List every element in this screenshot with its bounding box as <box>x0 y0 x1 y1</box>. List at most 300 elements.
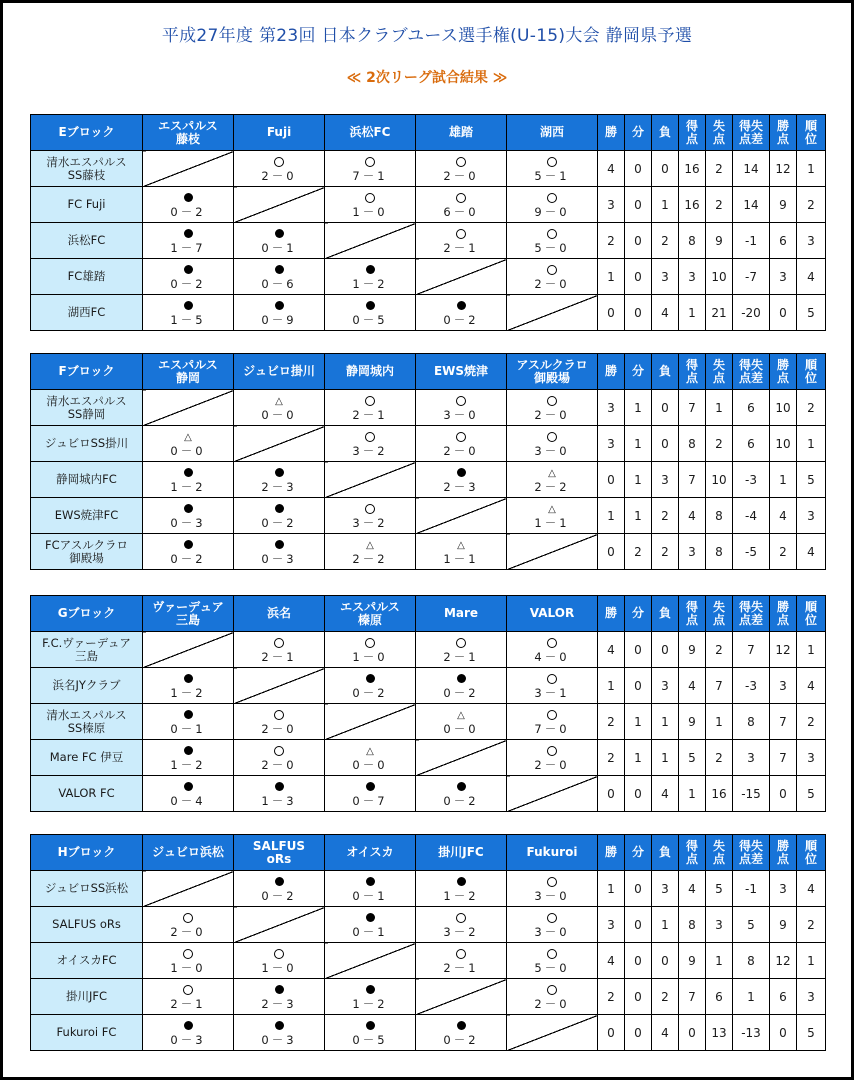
block-name: Gブロック <box>31 596 143 632</box>
win-mark-icon <box>456 229 466 239</box>
table-row <box>31 907 826 943</box>
match-score: 2－1 <box>443 240 479 255</box>
stat-value: 1 <box>598 871 625 907</box>
match-score: 0－3 <box>261 1032 297 1047</box>
match-result-cell <box>507 907 598 943</box>
stat-column-header: 得失 点差 <box>733 115 770 151</box>
stat-value: 4 <box>770 498 797 534</box>
opponent-column-header: ヴァーデュア 三島 <box>143 596 234 632</box>
stat-column-header: 得 点 <box>679 115 706 151</box>
stat-value: 7 <box>770 704 797 740</box>
match-result-cell <box>416 390 507 426</box>
stat-value: 6 <box>733 426 770 462</box>
stat-value: 1 <box>679 776 706 812</box>
match-score: 0－2 <box>261 888 297 903</box>
win-mark-icon <box>274 746 284 756</box>
win-mark-icon <box>547 157 557 167</box>
loss-mark-icon <box>457 782 466 791</box>
win-mark-icon <box>456 157 466 167</box>
win-mark-icon <box>456 193 466 203</box>
opponent-column-header: エスパルス 榛原 <box>325 596 416 632</box>
stat-value: 4 <box>598 943 625 979</box>
match-score: 0－3 <box>170 1032 206 1047</box>
match-score: 2－2 <box>352 551 388 566</box>
loss-mark-icon <box>184 301 193 310</box>
stat-value: 3 <box>598 187 625 223</box>
stat-column-header: 失 点 <box>706 354 733 390</box>
stat-column-header: 負 <box>652 596 679 632</box>
match-result-cell <box>234 295 325 331</box>
loss-mark-icon <box>184 746 193 755</box>
stat-value: 4 <box>652 295 679 331</box>
stat-value: 9 <box>770 187 797 223</box>
stat-value: 0 <box>652 151 679 187</box>
stat-value: 1 <box>625 740 652 776</box>
stat-value: 4 <box>797 534 826 570</box>
win-mark-icon <box>456 949 466 959</box>
opponent-column-header: Mare <box>416 596 507 632</box>
stat-value: 0 <box>598 462 625 498</box>
stat-value: 8 <box>706 534 733 570</box>
match-score: 0－1 <box>170 721 206 736</box>
match-result-cell <box>325 979 416 1015</box>
stat-value: 5 <box>733 907 770 943</box>
match-result-cell <box>234 979 325 1015</box>
self-match-diagonal <box>234 187 325 223</box>
match-score: 3－0 <box>534 924 570 939</box>
stat-value: 9 <box>679 943 706 979</box>
win-mark-icon <box>274 638 284 648</box>
stat-value: 1 <box>598 498 625 534</box>
match-score: 2－0 <box>261 721 297 736</box>
match-result-cell <box>416 295 507 331</box>
match-score: 1－2 <box>352 996 388 1011</box>
match-result-cell <box>143 1015 234 1051</box>
match-result-cell <box>234 943 325 979</box>
match-score: 1－1 <box>443 551 479 566</box>
match-result-cell <box>234 776 325 812</box>
stat-value: 4 <box>652 1015 679 1051</box>
table-row <box>31 151 826 187</box>
match-score: 0－0 <box>443 721 479 736</box>
match-score: 0－9 <box>261 312 297 327</box>
table-row <box>31 295 826 331</box>
header-row <box>31 354 826 390</box>
stat-value: 8 <box>733 704 770 740</box>
stat-value: 6 <box>770 979 797 1015</box>
match-result-cell <box>325 534 416 570</box>
match-score: 2－3 <box>261 996 297 1011</box>
stat-value: -5 <box>733 534 770 570</box>
block-name: Hブロック <box>31 835 143 871</box>
match-result-cell <box>416 776 507 812</box>
match-score: 1－2 <box>170 479 206 494</box>
win-mark-icon <box>547 746 557 756</box>
stat-value: 12 <box>770 943 797 979</box>
stat-column-header: 失 点 <box>706 115 733 151</box>
stat-value: 1 <box>770 462 797 498</box>
match-score: 4－0 <box>534 649 570 664</box>
table-row <box>31 259 826 295</box>
self-match-diagonal <box>234 668 325 704</box>
self-match-diagonal <box>416 259 507 295</box>
match-result-cell <box>325 871 416 907</box>
stat-value: 0 <box>598 534 625 570</box>
stat-value: 1 <box>625 390 652 426</box>
match-score: 0－1 <box>352 924 388 939</box>
stat-value: 0 <box>625 187 652 223</box>
stat-value: 1 <box>797 426 826 462</box>
match-result-cell <box>234 223 325 259</box>
match-score: 0－2 <box>352 685 388 700</box>
stat-value: 0 <box>625 979 652 1015</box>
stat-value: 2 <box>706 740 733 776</box>
stat-value: 3 <box>797 740 826 776</box>
match-score: 1－3 <box>261 793 297 808</box>
match-score: 7－1 <box>352 168 388 183</box>
match-result-cell <box>234 740 325 776</box>
match-result-cell <box>507 151 598 187</box>
match-score: 2－1 <box>443 960 479 975</box>
self-match-diagonal <box>416 979 507 1015</box>
match-score: 0－2 <box>443 312 479 327</box>
match-score: 0－3 <box>261 551 297 566</box>
match-result-cell <box>234 462 325 498</box>
stat-value: 1 <box>733 979 770 1015</box>
stat-column-header: 勝 点 <box>770 835 797 871</box>
match-result-cell <box>325 390 416 426</box>
stat-value: 4 <box>652 776 679 812</box>
loss-mark-icon <box>184 265 193 274</box>
stat-column-header: 負 <box>652 354 679 390</box>
stat-value: 0 <box>770 295 797 331</box>
stat-value: -13 <box>733 1015 770 1051</box>
match-score: 2－0 <box>534 276 570 291</box>
win-mark-icon <box>547 949 557 959</box>
stat-value: 0 <box>625 295 652 331</box>
table-row <box>31 632 826 668</box>
stat-value: 3 <box>706 907 733 943</box>
match-result-cell <box>325 740 416 776</box>
table-row <box>31 498 826 534</box>
loss-mark-icon <box>457 674 466 683</box>
stat-column-header: 失 点 <box>706 596 733 632</box>
stat-value: 13 <box>706 1015 733 1051</box>
stat-value: 6 <box>706 979 733 1015</box>
stat-column-header: 得 点 <box>679 354 706 390</box>
win-mark-icon <box>547 913 557 923</box>
stat-value: 1 <box>652 907 679 943</box>
win-mark-icon <box>456 396 466 406</box>
match-result-cell <box>507 979 598 1015</box>
win-mark-icon <box>547 229 557 239</box>
match-score: 1－1 <box>534 515 570 530</box>
stat-value: 3 <box>770 871 797 907</box>
match-result-cell <box>143 740 234 776</box>
stat-value: 0 <box>652 390 679 426</box>
match-result-cell <box>416 668 507 704</box>
header-row <box>31 596 826 632</box>
win-mark-icon <box>547 396 557 406</box>
self-match-diagonal <box>507 295 598 331</box>
self-match-diagonal <box>416 740 507 776</box>
stat-column-header: 勝 <box>598 596 625 632</box>
loss-mark-icon <box>184 229 193 238</box>
stat-value: 8 <box>706 498 733 534</box>
team-name: FCアスルクラロ 御殿場 <box>31 534 143 570</box>
loss-mark-icon <box>275 265 284 274</box>
match-score: 5－1 <box>534 168 570 183</box>
match-result-cell <box>234 259 325 295</box>
match-result-cell <box>143 498 234 534</box>
stat-value: 2 <box>770 534 797 570</box>
stat-value: 0 <box>625 151 652 187</box>
match-score: 0－1 <box>261 240 297 255</box>
match-score: 1－0 <box>261 960 297 975</box>
table-row <box>31 462 826 498</box>
stat-value: 7 <box>679 462 706 498</box>
stat-value: 0 <box>652 632 679 668</box>
win-mark-icon <box>547 193 557 203</box>
match-score: 3－2 <box>443 924 479 939</box>
draw-mark-icon: △ <box>548 467 556 479</box>
match-result-cell <box>234 534 325 570</box>
team-name: VALOR FC <box>31 776 143 812</box>
stat-value: 8 <box>679 223 706 259</box>
stat-value: -3 <box>733 668 770 704</box>
stat-value: 2 <box>598 979 625 1015</box>
loss-mark-icon <box>366 985 375 994</box>
opponent-column-header: 湖西 <box>507 115 598 151</box>
match-result-cell <box>416 943 507 979</box>
stat-value: 0 <box>625 907 652 943</box>
match-score: 5－0 <box>534 240 570 255</box>
stat-value: 2 <box>706 632 733 668</box>
stat-value: 10 <box>770 390 797 426</box>
stat-value: -1 <box>733 871 770 907</box>
match-result-cell <box>325 498 416 534</box>
draw-mark-icon: △ <box>457 539 465 551</box>
match-score: 1－0 <box>170 960 206 975</box>
stat-column-header: 順 位 <box>797 596 826 632</box>
stat-column-header: 順 位 <box>797 835 826 871</box>
match-score: 0－7 <box>352 793 388 808</box>
stat-value: 1 <box>797 943 826 979</box>
stat-value: 2 <box>797 907 826 943</box>
win-mark-icon <box>547 265 557 275</box>
match-score: 1－2 <box>443 888 479 903</box>
stat-value: 1 <box>625 498 652 534</box>
stat-value: 4 <box>797 668 826 704</box>
stat-column-header: 分 <box>625 596 652 632</box>
stat-value: 2 <box>706 426 733 462</box>
team-name: 清水エスパルス SS静岡 <box>31 390 143 426</box>
stat-value: 5 <box>797 295 826 331</box>
stat-column-header: 勝 点 <box>770 354 797 390</box>
self-match-diagonal <box>143 151 234 187</box>
team-name: ジュビロSS掛川 <box>31 426 143 462</box>
stat-value: 3 <box>598 390 625 426</box>
stat-value: 2 <box>797 704 826 740</box>
stat-value: 8 <box>679 426 706 462</box>
match-result-cell <box>325 668 416 704</box>
match-result-cell <box>507 426 598 462</box>
stat-value: 0 <box>598 1015 625 1051</box>
stat-column-header: 得失 点差 <box>733 354 770 390</box>
opponent-column-header: 掛川JFC <box>416 835 507 871</box>
stat-value: 2 <box>598 740 625 776</box>
match-result-cell <box>143 462 234 498</box>
team-name: 清水エスパルス SS藤枝 <box>31 151 143 187</box>
stat-value: 4 <box>679 668 706 704</box>
opponent-column-header: エスパルス 静岡 <box>143 354 234 390</box>
stat-value: 3 <box>679 259 706 295</box>
stat-value: 9 <box>679 632 706 668</box>
block-name: Fブロック <box>31 354 143 390</box>
match-result-cell <box>325 632 416 668</box>
match-score: 3－2 <box>352 443 388 458</box>
stat-value: 7 <box>679 390 706 426</box>
self-match-diagonal <box>143 632 234 668</box>
loss-mark-icon <box>184 468 193 477</box>
match-result-cell <box>416 632 507 668</box>
page-subtitle: ≪ 2次リーグ試合結果 ≫ <box>346 70 508 86</box>
match-result-cell <box>507 704 598 740</box>
stat-value: 0 <box>598 295 625 331</box>
stat-value: 1 <box>652 704 679 740</box>
stat-value: 2 <box>652 223 679 259</box>
team-name: Fukuroi FC <box>31 1015 143 1051</box>
team-name: 掛川JFC <box>31 979 143 1015</box>
stat-value: 1 <box>797 632 826 668</box>
win-mark-icon <box>456 638 466 648</box>
match-score: 2－1 <box>261 649 297 664</box>
loss-mark-icon <box>275 1021 284 1030</box>
match-score: 5－0 <box>534 960 570 975</box>
stat-column-header: 得失 点差 <box>733 596 770 632</box>
team-name: F.C.ヴァーデュア 三島 <box>31 632 143 668</box>
match-score: 0－0 <box>352 757 388 772</box>
team-name: オイスカFC <box>31 943 143 979</box>
table-row <box>31 776 826 812</box>
stat-value: 8 <box>733 943 770 979</box>
stat-value: 5 <box>797 1015 826 1051</box>
stat-value: 5 <box>706 871 733 907</box>
stat-value: 3 <box>797 979 826 1015</box>
stat-value: 12 <box>770 632 797 668</box>
opponent-column-header: VALOR <box>507 596 598 632</box>
loss-mark-icon <box>366 1021 375 1030</box>
stat-value: 14 <box>733 187 770 223</box>
self-match-diagonal <box>143 390 234 426</box>
loss-mark-icon <box>275 504 284 513</box>
stat-value: 3 <box>797 498 826 534</box>
match-result-cell <box>325 187 416 223</box>
win-mark-icon <box>365 157 375 167</box>
table-row <box>31 426 826 462</box>
match-result-cell <box>325 426 416 462</box>
loss-mark-icon <box>457 468 466 477</box>
match-score: 3－0 <box>443 407 479 422</box>
loss-mark-icon <box>275 301 284 310</box>
loss-mark-icon <box>275 229 284 238</box>
match-score: 0－2 <box>170 204 206 219</box>
stat-value: 5 <box>679 740 706 776</box>
self-match-diagonal <box>325 462 416 498</box>
stat-value: 0 <box>625 632 652 668</box>
loss-mark-icon <box>184 504 193 513</box>
stat-value: 3 <box>679 534 706 570</box>
block-table-4 <box>30 834 826 1051</box>
table-row <box>31 871 826 907</box>
match-score: 2－0 <box>170 924 206 939</box>
match-score: 1－2 <box>170 685 206 700</box>
match-score: 1－0 <box>352 649 388 664</box>
stat-value: 7 <box>679 979 706 1015</box>
stat-value: 0 <box>679 1015 706 1051</box>
stat-column-header: 分 <box>625 115 652 151</box>
team-name: SALFUS oRs <box>31 907 143 943</box>
team-name: 浜松FC <box>31 223 143 259</box>
opponent-column-header: ジュビロ浜松 <box>143 835 234 871</box>
match-score: 2－3 <box>443 479 479 494</box>
match-result-cell <box>507 187 598 223</box>
loss-mark-icon <box>184 540 193 549</box>
match-result-cell <box>234 871 325 907</box>
table-row <box>31 390 826 426</box>
stat-value: 4 <box>797 259 826 295</box>
stat-value: 3 <box>598 907 625 943</box>
opponent-column-header: オイスカ <box>325 835 416 871</box>
stat-value: -3 <box>733 462 770 498</box>
stat-value: 4 <box>679 498 706 534</box>
stat-value: 9 <box>706 223 733 259</box>
stat-value: 0 <box>770 1015 797 1051</box>
table-row <box>31 534 826 570</box>
win-mark-icon <box>456 432 466 442</box>
match-score: 2－1 <box>352 407 388 422</box>
win-mark-icon <box>547 985 557 995</box>
match-score: 0－2 <box>170 551 206 566</box>
stat-value: 3 <box>652 259 679 295</box>
match-score: 1－0 <box>352 204 388 219</box>
match-result-cell <box>507 871 598 907</box>
stat-value: 5 <box>797 462 826 498</box>
stat-value: 1 <box>652 187 679 223</box>
stat-column-header: 負 <box>652 835 679 871</box>
match-result-cell <box>416 871 507 907</box>
match-score: 2－0 <box>534 996 570 1011</box>
draw-mark-icon: △ <box>366 745 374 757</box>
win-mark-icon <box>547 674 557 684</box>
match-score: 1－2 <box>170 757 206 772</box>
stat-value: 21 <box>706 295 733 331</box>
match-result-cell <box>507 259 598 295</box>
match-score: 2－0 <box>443 168 479 183</box>
match-result-cell <box>416 426 507 462</box>
loss-mark-icon <box>275 468 284 477</box>
match-result-cell <box>325 776 416 812</box>
match-score: 2－0 <box>534 757 570 772</box>
stat-column-header: 勝 <box>598 835 625 871</box>
team-name: FC Fuji <box>31 187 143 223</box>
match-score: 1－7 <box>170 240 206 255</box>
opponent-column-header: 浜松FC <box>325 115 416 151</box>
table-row <box>31 223 826 259</box>
stat-column-header: 得 点 <box>679 835 706 871</box>
match-score: 7－0 <box>534 721 570 736</box>
stat-value: 16 <box>679 187 706 223</box>
